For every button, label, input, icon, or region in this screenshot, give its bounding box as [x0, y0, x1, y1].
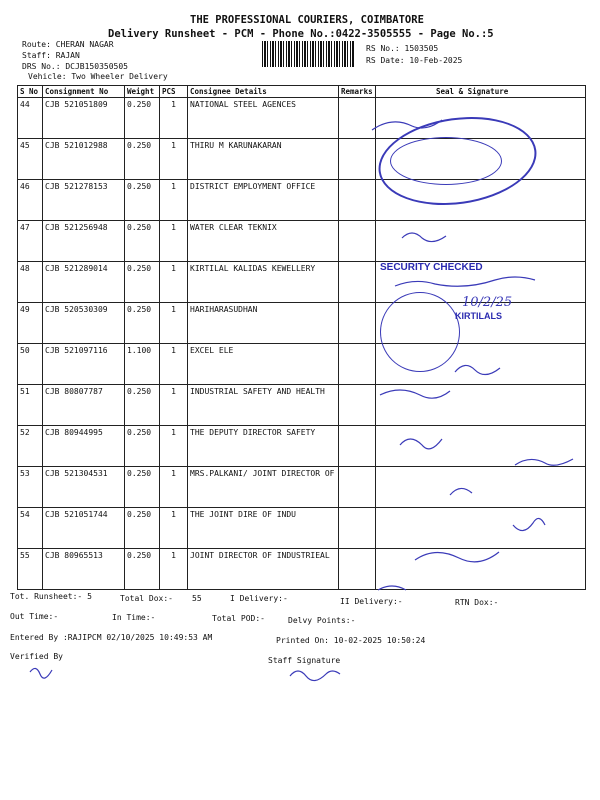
- row-weight: 0.250: [125, 467, 160, 508]
- row-consignee: MRS.PALKANI/ JOINT DIRECTOR OF: [188, 467, 339, 508]
- row-sno: 52: [18, 426, 43, 467]
- in-time: In Time:-: [112, 613, 156, 622]
- row-pcs: 1: [160, 508, 188, 549]
- row-consignment-no: CJB 80944995: [43, 426, 125, 467]
- row-weight: 0.250: [125, 549, 160, 590]
- col-weight: Weight: [125, 86, 160, 98]
- staff-signature: Staff Signature: [268, 656, 341, 665]
- row-sno: 47: [18, 221, 43, 262]
- row-pcs: 1: [160, 139, 188, 180]
- entered-by: Entered By :RAJIPCM 02/10/2025 10:49:53 AM: [10, 633, 213, 642]
- row-weight: 0.250: [125, 139, 160, 180]
- staff: Staff: RAJAN: [22, 51, 80, 60]
- row-sno: 51: [18, 385, 43, 426]
- i-delivery: I Delivery:-: [230, 594, 288, 603]
- vehicle: Vehicle: Two Wheeler Delivery: [28, 72, 168, 81]
- row-consignee: NATIONAL STEEL AGENCES: [188, 98, 339, 139]
- row-pcs: 1: [160, 426, 188, 467]
- printed-on: Printed On: 10-02-2025 10:50:24: [276, 636, 426, 645]
- route: Route: CHERAN NAGAR: [22, 40, 114, 49]
- row-sno: 44: [18, 98, 43, 139]
- delvy-points: Delvy Points:-: [288, 616, 356, 625]
- out-time: Out Time:-: [10, 612, 59, 621]
- tot-runsheet: Tot. Runsheet:- 5: [10, 592, 92, 601]
- rtn-dox: RTN Dox:-: [455, 598, 499, 607]
- row-pcs: 1: [160, 344, 188, 385]
- row-sno: 54: [18, 508, 43, 549]
- col-consignee: Consignee Details: [188, 86, 339, 98]
- row-consignment-no: CJB 521051744: [43, 508, 125, 549]
- row-weight: 1.100: [125, 344, 160, 385]
- row-pcs: 1: [160, 549, 188, 590]
- row-consignee: THE JOINT DIRE OF INDU: [188, 508, 339, 549]
- row-consignment-no: CJB 521304531: [43, 467, 125, 508]
- row-sno: 49: [18, 303, 43, 344]
- total-dox-value: 55: [192, 594, 202, 603]
- row-sno: 45: [18, 139, 43, 180]
- row-weight: 0.250: [125, 221, 160, 262]
- row-consignment-no: CJB 80807787: [43, 385, 125, 426]
- row-weight: 0.250: [125, 262, 160, 303]
- row-consignee: HARIHARASUDHAN: [188, 303, 339, 344]
- ii-delivery: II Delivery:-: [340, 597, 403, 606]
- security-checked-stamp: SECURITY CHECKED: [380, 262, 483, 273]
- col-remarks: Remarks: [339, 86, 376, 98]
- runsheet-subtitle: Delivery Runsheet - PCM - Phone No.:0422-3505555 - Page No.:5: [108, 28, 494, 40]
- row-consignment-no: CJB 520530309: [43, 303, 125, 344]
- kirtilals-stamp: KIRTILALS: [455, 311, 502, 321]
- row-consignee: DISTRICT EMPLOYMENT OFFICE: [188, 180, 339, 221]
- row-weight: 0.250: [125, 385, 160, 426]
- row-consignee: WATER CLEAR TEKNIX: [188, 221, 339, 262]
- handwritten-date: 10/2/25: [462, 295, 513, 310]
- row-sno: 53: [18, 467, 43, 508]
- row-consignee: THE DEPUTY DIRECTOR SAFETY: [188, 426, 339, 467]
- col-pcs: PCS: [160, 86, 188, 98]
- row-consignment-no: CJB 521278153: [43, 180, 125, 221]
- row-pcs: 1: [160, 467, 188, 508]
- total-pod: Total POD:-: [212, 614, 265, 623]
- row-consignee: EXCEL ELE: [188, 344, 339, 385]
- row-consignment-no: CJB 521097116: [43, 344, 125, 385]
- company-title: THE PROFESSIONAL COURIERS, COIMBATORE: [190, 14, 424, 26]
- col-consignment: Consignment No: [43, 86, 125, 98]
- row-consignee: THIRU M KARUNAKARAN: [188, 139, 339, 180]
- row-weight: 0.250: [125, 98, 160, 139]
- col-sno: S No: [18, 86, 43, 98]
- rs-date: RS Date: 10-Feb-2025: [366, 56, 463, 65]
- row-pcs: 1: [160, 303, 188, 344]
- row-pcs: 1: [160, 98, 188, 139]
- row-consignee: KIRTILAL KALIDAS KEWELLERY: [188, 262, 339, 303]
- row-sno: 46: [18, 180, 43, 221]
- row-weight: 0.250: [125, 426, 160, 467]
- drs-number: DRS No.: DCJB150350505: [22, 62, 128, 71]
- row-consignment-no: CJB 80965513: [43, 549, 125, 590]
- row-consignee: JOINT DIRECTOR OF INDUSTRIEAL: [188, 549, 339, 590]
- row-sno: 50: [18, 344, 43, 385]
- row-sno: 48: [18, 262, 43, 303]
- verified-by: Verified By: [10, 652, 63, 661]
- row-weight: 0.250: [125, 508, 160, 549]
- row-pcs: 1: [160, 180, 188, 221]
- row-consignment-no: CJB 521256948: [43, 221, 125, 262]
- row-pcs: 1: [160, 262, 188, 303]
- row-weight: 0.250: [125, 180, 160, 221]
- rs-number: RS No.: 1503505: [366, 44, 439, 53]
- row-consignment-no: CJB 521289014: [43, 262, 125, 303]
- col-seal-signature: Seal & Signature: [376, 86, 586, 98]
- row-sno: 55: [18, 549, 43, 590]
- row-consignment-no: CJB 521051809: [43, 98, 125, 139]
- row-consignee: INDUSTRIAL SAFETY AND HEALTH: [188, 385, 339, 426]
- row-pcs: 1: [160, 221, 188, 262]
- total-dox-label: Total Dox:-: [120, 594, 173, 603]
- row-pcs: 1: [160, 385, 188, 426]
- row-weight: 0.250: [125, 303, 160, 344]
- row-consignment-no: CJB 521012988: [43, 139, 125, 180]
